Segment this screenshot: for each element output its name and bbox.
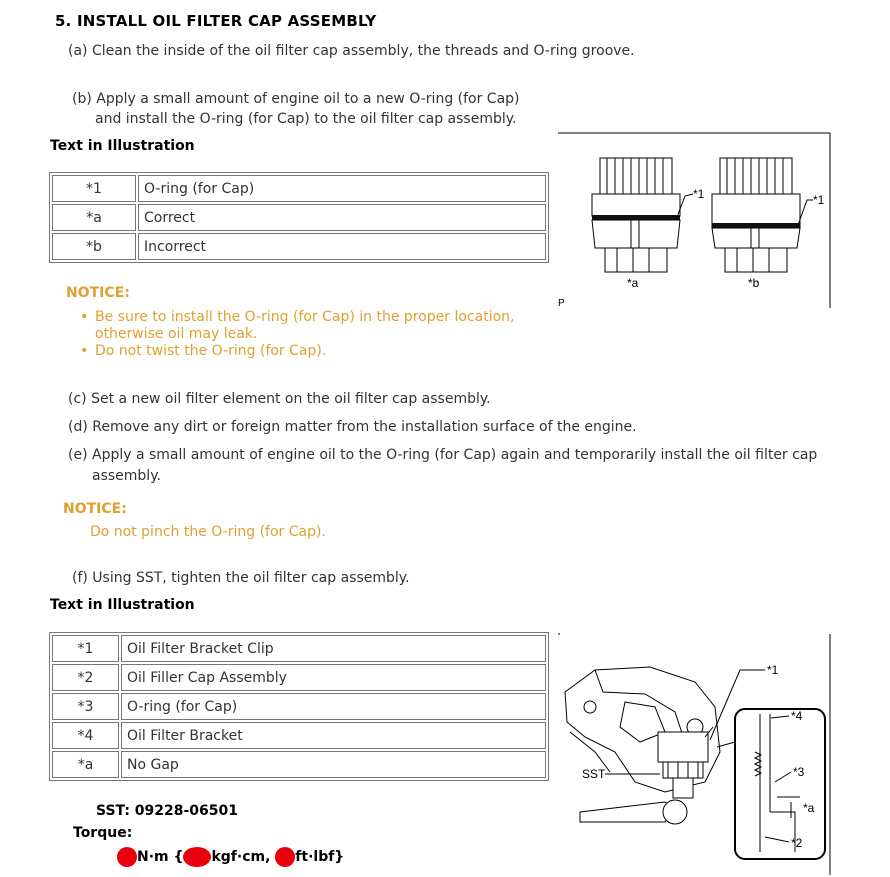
table-row	[52, 693, 546, 720]
legend-value: O-ring (for Cap)	[138, 175, 546, 202]
redacted-value	[183, 847, 211, 867]
legend-key: *2	[52, 664, 119, 691]
redacted-value	[275, 847, 295, 867]
legend-key: *a	[52, 204, 136, 231]
illustration-corner-letter: P	[558, 298, 565, 309]
step-f: (f) Using SST, tighten the oil filter cap assembly.	[72, 570, 410, 586]
unit-kgf: kgf·cm,	[211, 849, 271, 865]
detail-inset	[735, 709, 825, 859]
section-title: 5. INSTALL OIL FILTER CAP ASSEMBLY	[55, 12, 377, 30]
text-in-illustration-heading: Text in Illustration	[50, 597, 195, 613]
table-row	[52, 664, 546, 691]
legend-key: *3	[52, 693, 119, 720]
notice-bullet-marker: •	[80, 343, 89, 359]
illustration-legend-table-2	[49, 632, 549, 781]
step-b-line2: and install the O-ring (for Cap) to the oil filter cap assembly.	[95, 111, 517, 127]
unit-ftlbf: ft·lbf}	[295, 849, 345, 865]
legend-value: Correct	[138, 204, 546, 231]
redacted-value	[117, 847, 137, 867]
table-row	[52, 722, 546, 749]
step-d: (d) Remove any dirt or foreign matter from the installation surface of the engine.	[68, 419, 637, 435]
legend-value: No Gap	[121, 751, 546, 778]
table-row	[52, 635, 546, 662]
step-c: (c) Set a new oil filter element on the oil filter cap assembly.	[68, 391, 491, 407]
callout-a: *a	[803, 801, 815, 815]
illustration-legend-table-1	[49, 172, 549, 263]
legend-key: *1	[52, 635, 119, 662]
cap-correct-drawing	[592, 158, 693, 272]
legend-key: *a	[52, 751, 119, 778]
notice-bullet-1-line2: otherwise oil may leak.	[95, 326, 258, 342]
table-row	[52, 175, 546, 202]
sst-tightening-illustration	[555, 632, 835, 877]
table-row	[52, 751, 546, 778]
legend-value: Oil Filter Bracket Clip	[121, 635, 546, 662]
unit-nm: N·m {	[137, 849, 184, 865]
legend-value: O-ring (for Cap)	[121, 693, 546, 720]
torque-values	[117, 847, 344, 867]
callout-1: *1	[767, 663, 779, 677]
legend-key: *1	[52, 175, 136, 202]
callout-2: *2	[791, 836, 803, 850]
legend-key: *b	[52, 233, 136, 260]
notice-bullet-2: Do not twist the O-ring (for Cap).	[95, 343, 327, 359]
cap-incorrect-drawing	[712, 158, 813, 272]
legend-value: Oil Filler Cap Assembly	[121, 664, 546, 691]
callout-3: *3	[793, 765, 805, 779]
sst-label: SST	[582, 767, 606, 781]
legend-key: *4	[52, 722, 119, 749]
step-e-line1: (e) Apply a small amount of engine oil to the O-ring (for Cap) again and temporarily install the oil filter cap	[68, 447, 818, 463]
notice-bullet-marker: •	[80, 309, 89, 325]
text-in-illustration-heading: Text in Illustration	[50, 138, 195, 154]
notice-heading: NOTICE:	[66, 285, 130, 301]
oil-filter-cap-illustration	[555, 130, 835, 310]
table-row	[52, 204, 546, 231]
callout-1a: *1	[693, 187, 705, 201]
label-a: *a	[627, 276, 639, 290]
table-row	[52, 233, 546, 260]
legend-value: Incorrect	[138, 233, 546, 260]
legend-value: Oil Filter Bracket	[121, 722, 546, 749]
callout-4: *4	[791, 709, 803, 723]
notice-text: Do not pinch the O-ring (for Cap).	[90, 524, 326, 540]
step-e-line2: assembly.	[92, 468, 161, 484]
notice-heading: NOTICE:	[63, 501, 127, 517]
callout-1b: *1	[813, 193, 825, 207]
step-a: (a) Clean the inside of the oil filter cap assembly, the threads and O-ring groove.	[68, 43, 635, 59]
label-b: *b	[748, 276, 760, 290]
sst-number: SST: 09228-06501	[96, 803, 239, 819]
notice-bullet-1-line1: Be sure to install the O-ring (for Cap) in the proper location,	[95, 309, 515, 325]
torque-label: Torque:	[73, 825, 133, 841]
step-b-line1: (b) Apply a small amount of engine oil to a new O-ring (for Cap)	[72, 91, 520, 107]
